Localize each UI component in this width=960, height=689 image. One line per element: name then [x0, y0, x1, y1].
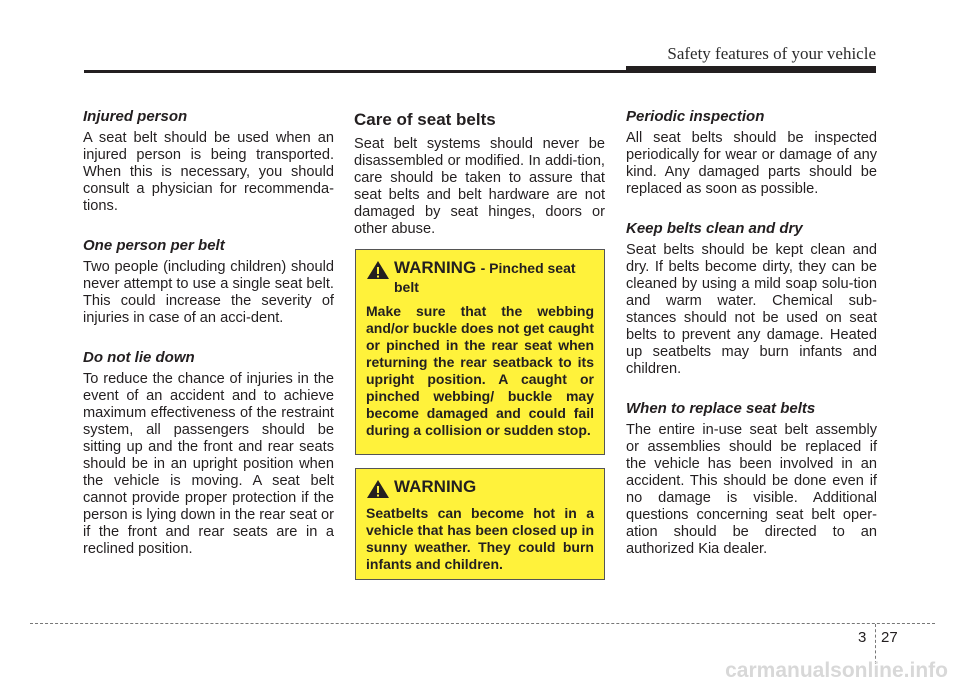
footer-rule	[30, 623, 935, 624]
header-title: Safety features of your vehicle	[667, 44, 876, 63]
paragraph-periodic-inspection: All seat belts should be inspected periodically for wear or damage of any kind. Any damaged parts should be replaced as soon as possible.	[626, 130, 877, 197]
warning-label: WARNING	[394, 477, 477, 496]
paragraph-do-not-lie-down: To reduce the chance of injuries in the event of an accident and to achieve maximum effectiveness of the restraint system, all passengers should be sitting up and the front and rear seats should be in an upright position when the vehicle is moving. A seat belt cannot provide proper protection if the person is lying down in the rear seat or if the front and rear seats are in a reclined position.	[83, 371, 334, 557]
subheading-one-person-per-belt: One person per belt	[83, 237, 225, 254]
page-number-divider	[875, 624, 876, 664]
warning-triangle-icon	[366, 479, 390, 499]
chapter-number: 3	[858, 629, 867, 646]
watermark: carmanualsonline.info	[725, 659, 948, 682]
warning-box-pinched-seat-belt	[355, 249, 605, 455]
warning-subtitle: - Pinched seat belt	[394, 260, 576, 295]
warning-box-hot-seatbelts	[355, 468, 605, 580]
column-middle	[354, 108, 605, 260]
section-title-care-of-seat-belts: Care of seat belts	[354, 110, 496, 129]
column-right	[626, 108, 877, 580]
warning-label: WARNING	[394, 258, 477, 277]
subheading-periodic-inspection: Periodic inspection	[626, 108, 765, 125]
paragraph-keep-belts-clean: Seat belts should be kept clean and dry. If belts become dirty, they can be cleaned by using a mild soap solu-tion and warm water. Chemical sub-stances should not be used on seat belts to prevent any damage. Heated up seatbelts may burn infants and children.	[626, 242, 877, 377]
subheading-injured-person: Injured person	[83, 108, 188, 125]
column-left	[83, 108, 334, 580]
subheading-when-to-replace: When to replace seat belts	[626, 400, 816, 417]
paragraph-care-of-seat-belts: Seat belt systems should never be disassembled or modified. In addi-tion, care should be taken to assure that seat belts and belt hardware are not damaged by seat hinges, doors or other abuse.	[354, 136, 605, 237]
paragraph-one-person-per-belt: Two people (including children) should never attempt to use a single seat belt. This could increase the severity of injuries in case of an acci-dent.	[83, 259, 334, 326]
page-number: 27	[881, 629, 898, 646]
warning-triangle-icon	[366, 260, 390, 280]
subheading-keep-belts-clean: Keep belts clean and dry	[626, 220, 803, 237]
header-rule-accent	[626, 66, 876, 73]
paragraph-injured-person: A seat belt should be used when an injured person is being transported. When this is necessary, you should consult a physician for recommenda-tions.	[83, 130, 334, 214]
paragraph-when-to-replace: The entire in-use seat belt assembly or assemblies should be replaced if the vehicle has been involved in an accident. This should be done even if no damage is visible. Additional questions concerning seat belt oper-ation should be directed to an authorized Kia dealer.	[626, 422, 877, 557]
subheading-do-not-lie-down: Do not lie down	[83, 349, 195, 366]
warning-body: Seatbelts can become hot in a vehicle that has been closed up in sunny weather. They could burn infants and children.	[366, 505, 594, 572]
warning-body: Make sure that the webbing and/or buckle does not get caught or pinched in the rear seat when returning the rear seatback to its upright position. A caught or pinched webbing/ buckle may become damaged and could fail during a collision or sudden stop.	[366, 303, 594, 438]
